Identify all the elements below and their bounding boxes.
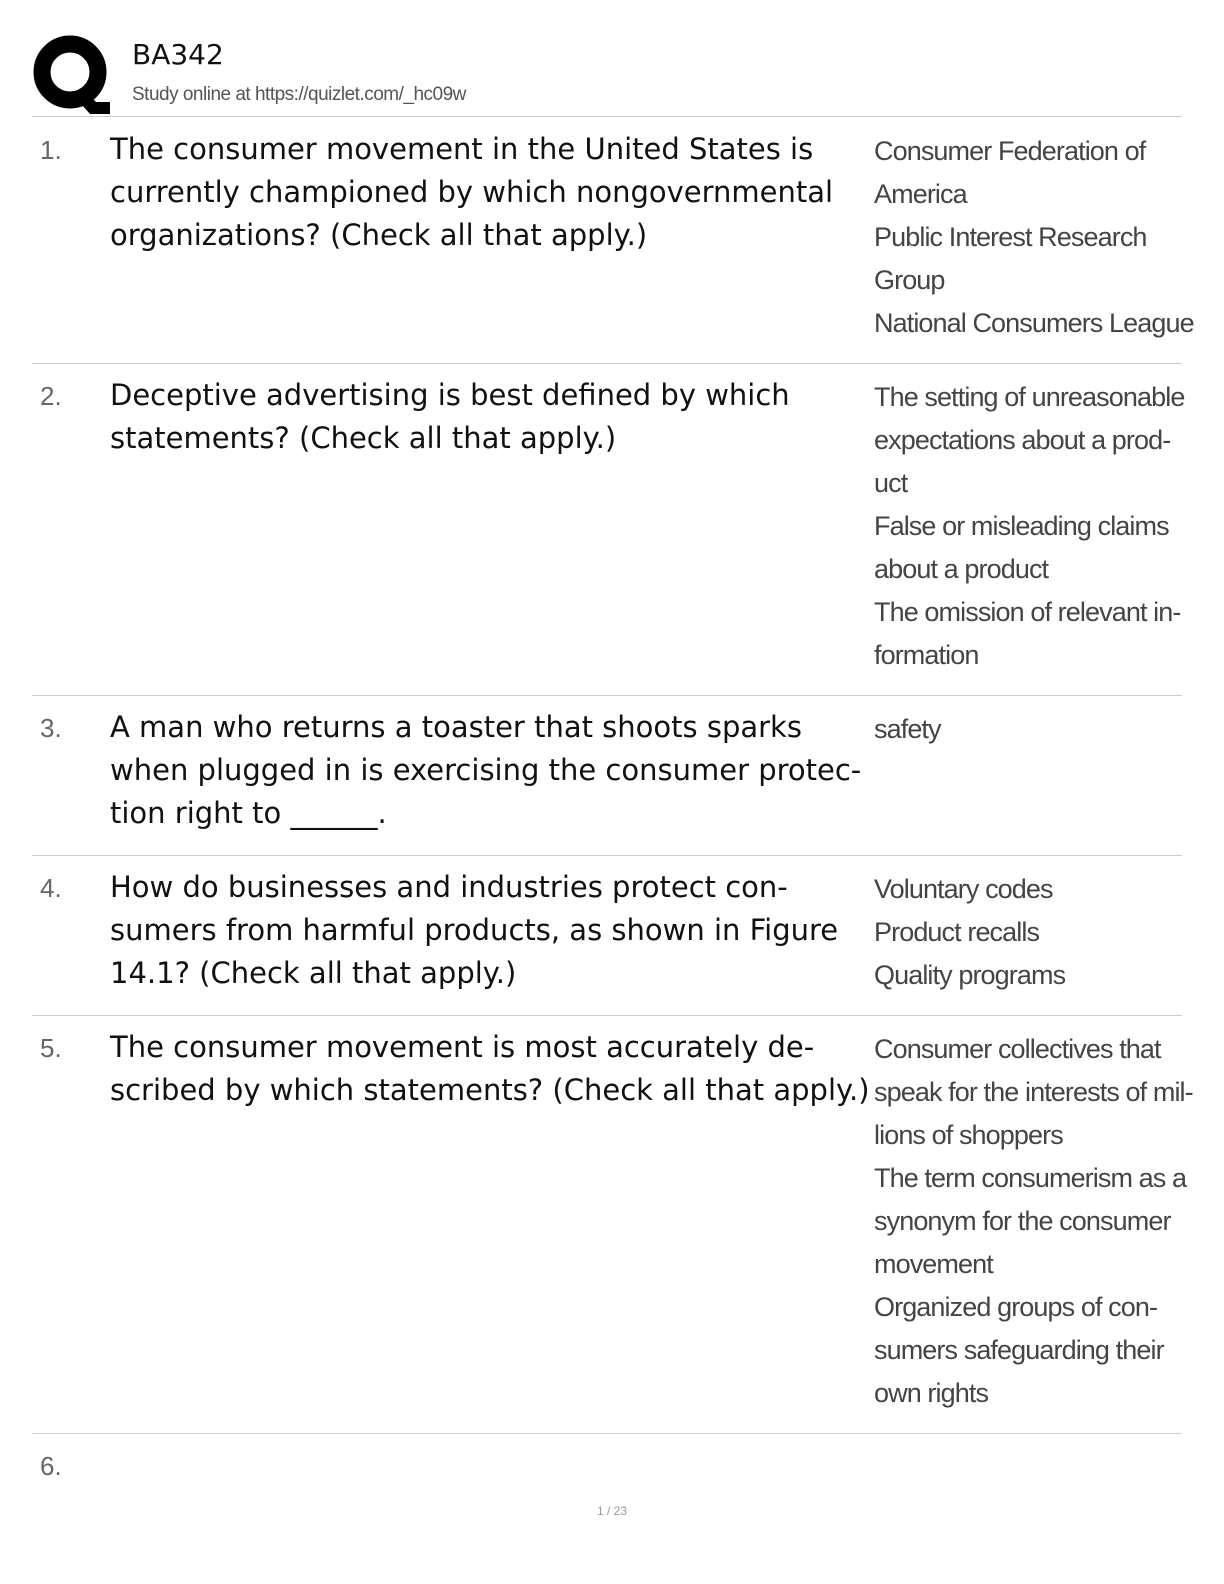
card-term: Deceptive advertising is best defined by which statements? (Check all that apply.) <box>110 378 790 455</box>
page-header <box>32 30 1182 116</box>
flashcard-row <box>32 364 1185 696</box>
flashcard-row <box>32 1434 1182 1494</box>
study-online-link[interactable]: Study online at https://quizlet.com/_hc09w <box>132 84 466 105</box>
card-number: 3. <box>40 713 62 743</box>
header-divider <box>32 116 1182 117</box>
card-number: 5. <box>40 1033 62 1063</box>
card-number: 2. <box>40 381 62 411</box>
card-definition: Consumer collectives that speak for the interests of mil- lions of shoppers The term consumerism as a synonym for the consumer movement Organized groups of con- sumers safeguarding their own rights <box>874 1034 1193 1408</box>
flashcard-row <box>32 1016 1193 1434</box>
card-definition: safety <box>874 714 941 744</box>
card-number: 1. <box>40 135 62 165</box>
flashcard-row <box>32 856 1182 1016</box>
page-indicator: 1 / 23 <box>596 1504 628 1518</box>
set-title: BA342 <box>132 38 224 71</box>
card-term: A man who returns a toaster that shoots sparks when plugged in is exercising the consumer protec- tion right to ______. <box>110 710 862 830</box>
card-term: How do businesses and industries protect con- sumers from harmful products, as shown in Figure 14.1? (Check all that apply.) <box>110 870 839 990</box>
card-number: 6. <box>40 1451 62 1481</box>
card-number: 4. <box>40 873 62 903</box>
flashcard-row <box>32 696 1182 856</box>
quizlet-q-logo-icon[interactable] <box>32 34 112 114</box>
card-definition: Consumer Federation of America Public Interest Research Group National Consumers League <box>874 136 1194 338</box>
card-term: The consumer movement in the United States is currently championed by which nongovernmental organizations? (Check all that apply.) <box>110 132 834 252</box>
card-definition: Voluntary codes Product recalls Quality programs <box>874 874 1066 990</box>
card-definition: The setting of unreasonable expectations about a prod- uct False or misleading claims about a product The omission of relevant in- formation <box>874 382 1185 670</box>
card-term: The consumer movement is most accurately de- scribed by which statements? (Check all that apply.) <box>110 1030 870 1107</box>
flashcard-row <box>32 118 1194 364</box>
